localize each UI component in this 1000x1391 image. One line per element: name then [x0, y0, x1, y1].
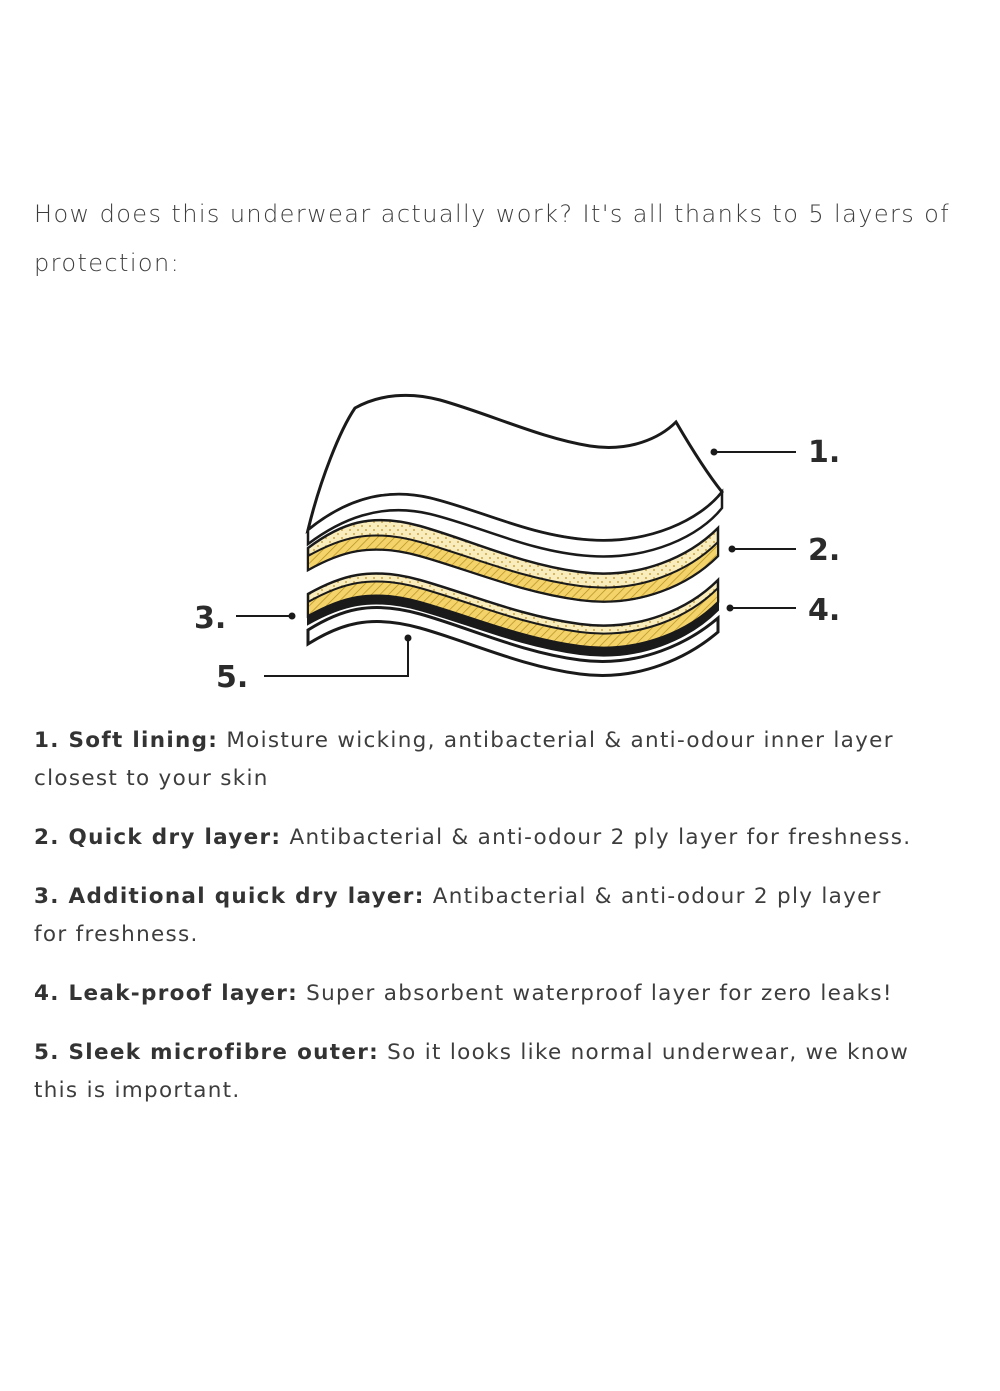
layer-item-2-text: Antibacterial & anti-odour 2 ply layer for freshness.	[281, 825, 912, 850]
callout-5-label: 5.	[216, 660, 249, 695]
layer-item-5-text: So it looks like normal underwear, we know this is important.	[34, 1040, 910, 1103]
callout-5-dot	[405, 635, 412, 642]
callout-4-dot	[727, 605, 734, 612]
callout-5-line	[264, 638, 408, 676]
intro-paragraph: How does this underwear actually work? It's all thanks to 5 layers of protection:	[34, 200, 951, 277]
layer-item-2-lead: 2. Quick dry layer:	[34, 825, 282, 850]
layers-diagram	[0, 380, 1000, 710]
layer-item-3-text: Antibacterial & anti-odour 2 ply layer for freshness.	[34, 884, 882, 947]
layer-item-1-text: Moisture wicking, antibacterial & anti-odour inner layer closest to your skin	[34, 728, 894, 791]
layer-item-4-lead: 4. Leak-proof layer:	[34, 981, 299, 1006]
callout-2-label: 2.	[808, 533, 841, 568]
callout-1-dot	[711, 449, 718, 456]
layer-item-5	[34, 1034, 914, 1110]
callout-3-label: 3.	[194, 601, 227, 636]
layer-item-4	[34, 975, 914, 1013]
layer-description-list	[34, 722, 914, 1131]
layer-1-soft-lining	[308, 395, 722, 540]
callout-3-dot	[289, 613, 296, 620]
layer-item-1	[34, 722, 914, 798]
callout-1-label: 1.	[808, 435, 841, 470]
layer-item-3-lead: 3. Additional quick dry layer:	[34, 884, 425, 909]
layer-item-5-lead: 5. Sleek microfibre outer:	[34, 1040, 380, 1065]
layer-item-4-text: Super absorbent waterproof layer for zero leaks!	[298, 981, 893, 1006]
callout-4-label: 4.	[808, 593, 841, 628]
layer-item-3	[34, 878, 914, 954]
layer-item-1-lead: 1. Soft lining:	[34, 728, 219, 753]
callout-2-dot	[729, 546, 736, 553]
layer-item-2	[34, 819, 914, 857]
